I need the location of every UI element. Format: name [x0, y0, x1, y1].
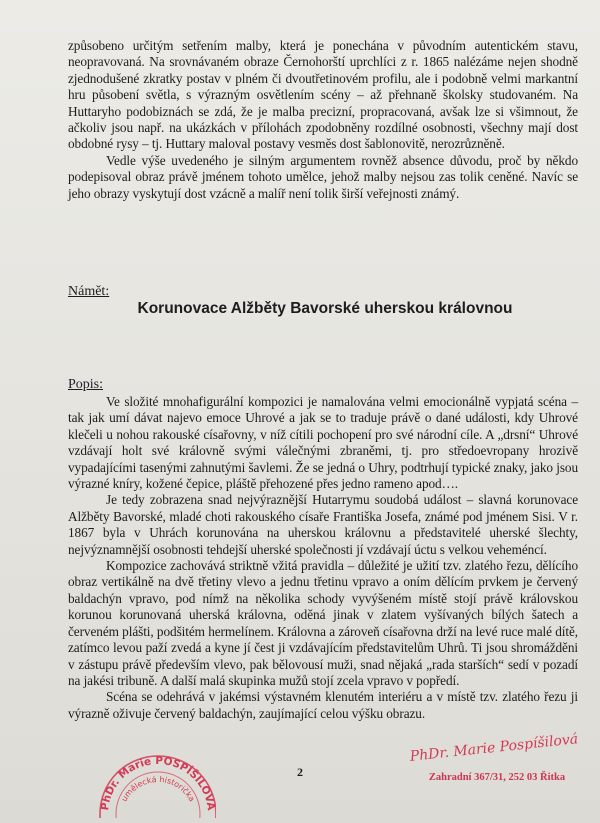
page-number: 2 — [297, 765, 303, 779]
popis-paragraph-1: Ve složité mnohafigurální kompozici je namalována velmi emocionálně vypjatá scéna – tak jak umí dávat najevo emoce Uhrové a jak se to traduje právě o dané události, kdy Uhrové klečeli u nohou rakouské císařovny, v níž cítili pochopení pro své národní cíle. A „drsní“ Uhrové vzdávají holt své královně svými válečnými zbraněmi, tj. pro středoevropany hrozivě vypadajícími tasenými zahnutými šavlemi. Že se jedná o Uhry, podtrhují typické znaky, jako jsou výrazné kníry, kožené čepice, pláště přehozené přes jedno rameno apod…. — [68, 394, 578, 492]
popis-paragraph-4: Scéna se odehrává v jakémsi výstavném klenutém interiéru a v místě tzv. zlatého řezu ji výrazně oživuje červený baldachýn, zaujímající celou výšku obrazu. — [68, 689, 578, 721]
popis-paragraph-3: Kompozice zachovává striktně vžitá pravidla – důležité je užití tzv. zlatého řezu, dělícího obraz vertikálně na dvě třetiny vlevo a jednu třetinu vpravo a oním dělícím prvkem je červený baldachýn vpravo, pod nímž na několika schody vyvýšeném místě stojí právě královskou korunou korunovaná uherská královna, oděná jinak v zlatem vyšívaných bílých šatech a červeném plášti, podšitém hermelínem. Královna a zároveň císařovna drží na levé ruce malé dítě, zatímco levou paží zvedá a kyne jí čest ji vzdávajícím představitelům Uhrů. Ti jsou shromážděni v zástupu právě především vlevo, pak bělovousí muži, snad nějaká „rada starších“ sedí v pozadí na jakési tribuně. A další malá skupinka mužů stojí zcela vpravo v popředí. — [68, 558, 578, 688]
svg-text:umělecká historička: umělecká historička — [119, 774, 197, 804]
intro-paragraph-2: Vedle výše uvedeného je silným argumentem rovněž absence důvodu, proč by někdo podepisoval obraz právě jménem tohoto umělce, jehož malby nejsou zas tolik ceněné. Navíc se jeho obrazy vyskytují dost vzácně a malíř není tolik širší veřejnosti známý. — [68, 152, 578, 201]
namet-heading: Námět: — [68, 284, 110, 299]
intro-section — [68, 38, 578, 202]
popis-paragraph-2: Je tedy zobrazena snad nejvýraznější Hutarrymu soudobá událost – slavná korunovace Alžběty Bavorské, mladé choti rakouského císaře Františka Josefa, známé pod jménem Sisi. V r. 1867 byla v Uhrách korunována na uherskou královnu a představitelé uherské šlechty, nejvýznamnější osobnosti tehdejší uherské společnosti jí vzdávají úctu s velkou veheméncí. — [68, 492, 578, 557]
svg-text:PhDr. Marie POSPÍŠILOVÁ: PhDr. Marie POSPÍŠILOVÁ — [99, 754, 216, 812]
signature-stamp — [396, 731, 592, 800]
intro-paragraph-1: způsobeno určitým setřením malby, která je ponechána v původním autentickém stavu, neopravovaná. Na srovnávaném obraze Černohorští uprchlíci z r. 1865 nalézáme nejen shodně zjednodušené zkratky postav v plném či dvoutřetinovém profilu, ale i podobně velmi markantní hru působení světla, s výrazným osvětlením scény – až přehnaně školsky studovaném. Na Huttaryho podobiznách se zdá, že je malba precizní, propracovaná, avšak lze si všimnout, že ačkoliv jsou např. na ukázkách v přílohách zpodobněny rozdílné osobnosti, všechny mají dost obdobné rysy – tj. Huttary maloval postavy vesměs dost šablonovitě, nerozrůzněně. — [68, 38, 578, 152]
popis-heading: Popis: — [68, 377, 104, 392]
signature: PhDr. Marie Pospíšilová — [409, 731, 579, 765]
artwork-title: Korunovace Alžběty Bavorské uherskou královnou — [137, 300, 513, 317]
round-stamp-graphic — [96, 748, 216, 818]
round-stamp — [96, 748, 216, 818]
popis-section — [68, 394, 578, 722]
stamp-address: Zahradní 367/31, 252 03 Řitka — [428, 772, 566, 783]
